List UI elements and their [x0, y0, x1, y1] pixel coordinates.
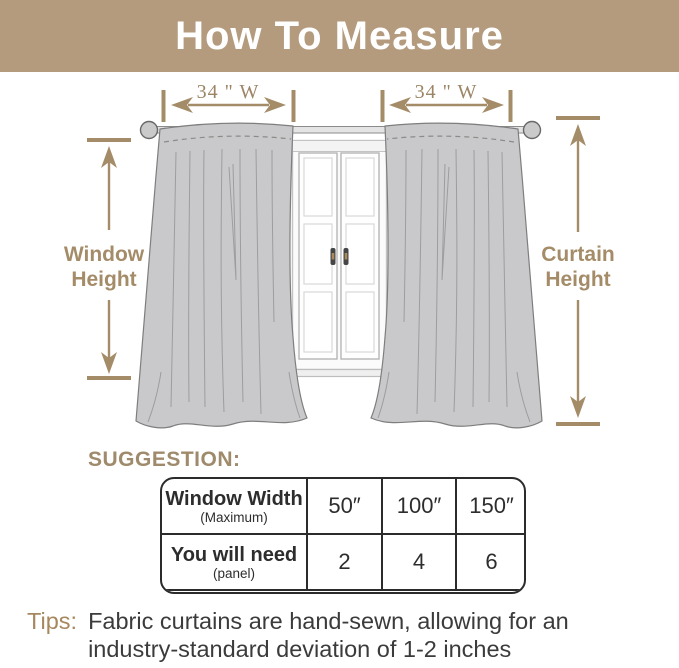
table-cell: 4: [382, 534, 456, 590]
tips-text: [88, 608, 569, 663]
table-cell: 100″: [382, 478, 456, 534]
tips-label: Tips:: [27, 608, 78, 634]
table-row-window-width: [161, 478, 526, 534]
curtain-height-label-line2: Height: [545, 268, 611, 291]
page-title: How To Measure: [175, 13, 504, 58]
table-cell: 150″: [456, 478, 526, 534]
width-measure-right: [383, 81, 511, 122]
table-row-panels-needed: [161, 534, 526, 590]
cell-label: You will need: [170, 543, 298, 566]
curtain-height-label-line1: Curtain: [541, 243, 615, 266]
window-height-label-line2: Height: [71, 268, 137, 291]
cell-sublabel: (panel): [212, 565, 256, 581]
suggestion-table: [160, 477, 526, 594]
window-height-measure: [64, 140, 145, 378]
curtain-height-measure: [541, 118, 615, 424]
width-value-left: 34 " W: [196, 81, 260, 103]
tips-text-line1: Fabric curtains are hand-sewn, allowing for an: [88, 608, 569, 634]
width-measure-left: [164, 81, 294, 122]
table-header-cell: [161, 478, 307, 534]
suggestion-heading: SUGGESTION:: [88, 448, 241, 471]
window-sill-icon: [287, 370, 393, 377]
cell-sublabel: (Maximum): [200, 509, 268, 525]
window-height-label-line1: Window: [63, 243, 145, 266]
window-icon: [287, 141, 393, 377]
width-value-right: 34 " W: [414, 81, 478, 103]
right-curtain-icon: [371, 123, 542, 428]
tips-text-line2: industry-standard deviation of 1-2 inches: [88, 635, 512, 662]
table-cell: 2: [307, 534, 382, 590]
cell-label: Window Width: [165, 487, 303, 510]
table-header-cell: [161, 534, 307, 590]
panel-size-table: [160, 477, 526, 591]
left-curtain-icon: [136, 123, 307, 428]
left-finial-icon: [141, 122, 158, 139]
tips-section: [27, 608, 663, 663]
right-finial-icon: [524, 122, 541, 139]
measurement-diagram: [0, 72, 679, 448]
table-cell: 6: [456, 534, 526, 590]
header-banner: [0, 0, 679, 72]
table-cell: 50″: [307, 478, 382, 534]
